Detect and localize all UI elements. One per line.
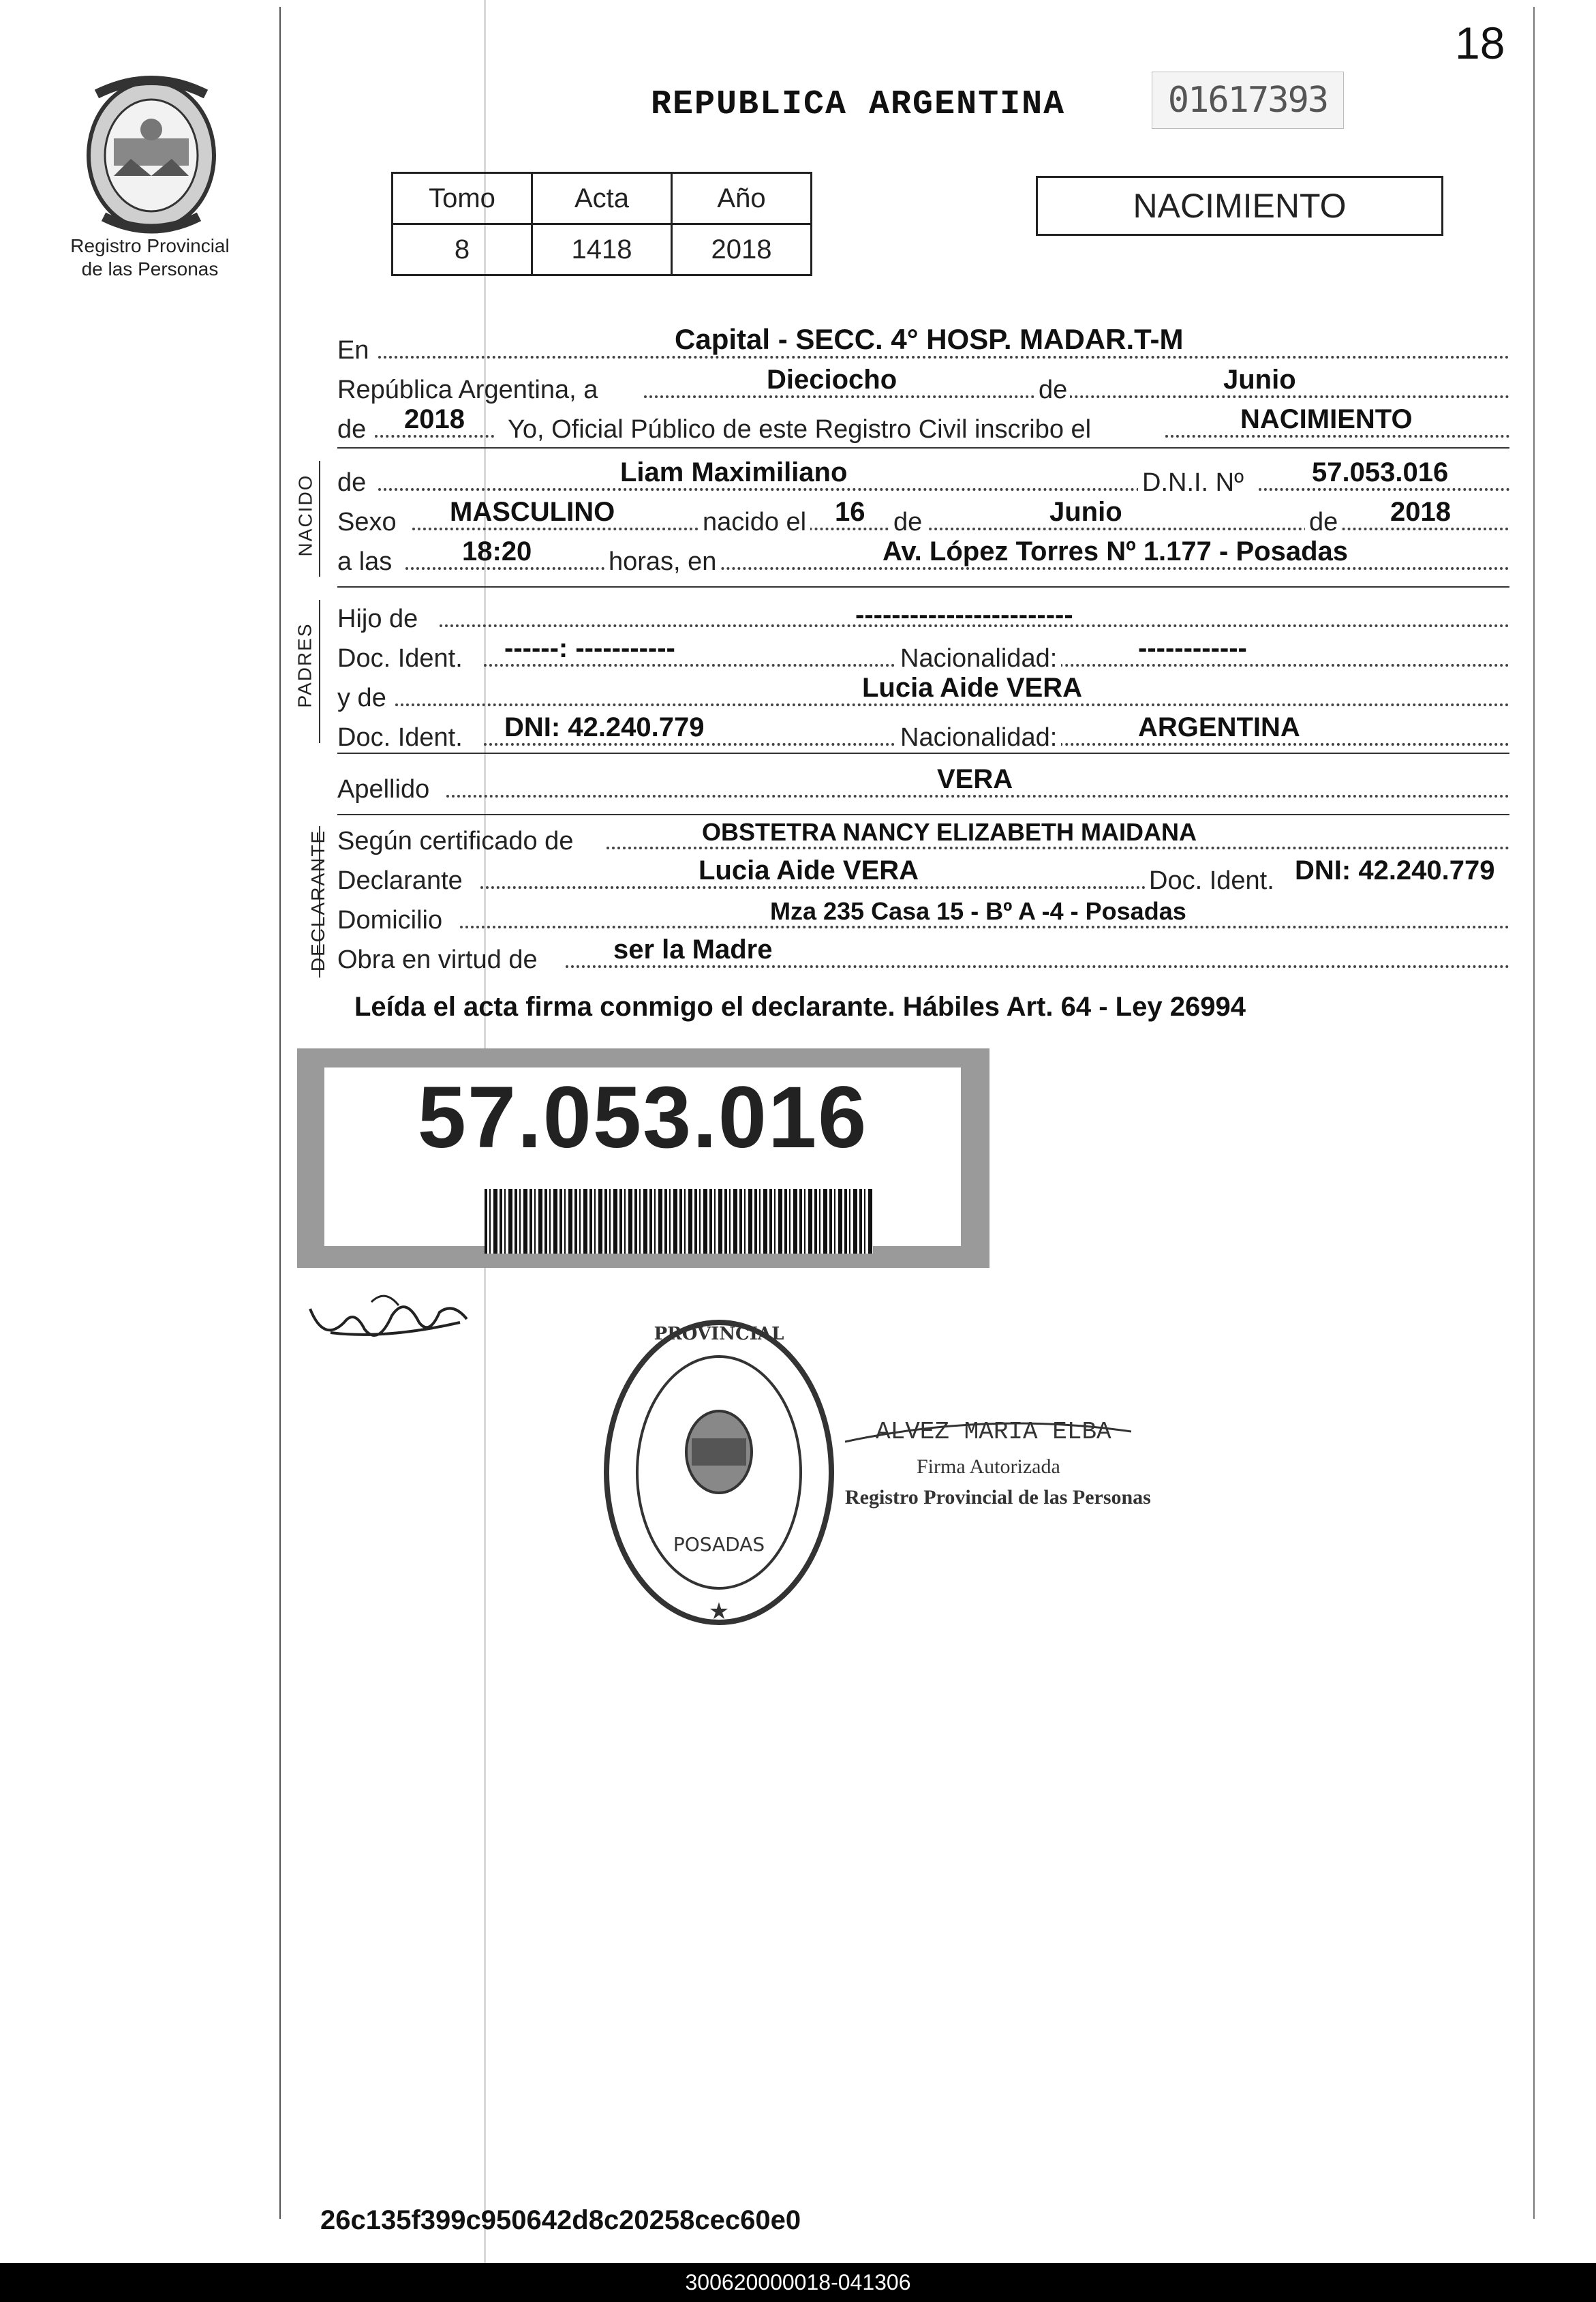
dotted-line (566, 965, 1509, 968)
row-segun (337, 818, 1509, 856)
label-de-birth-year: de (1305, 508, 1342, 537)
value-declarante-doc: DNI: 42.240.779 (1295, 855, 1495, 885)
value-father: ------------------------ (855, 600, 1073, 630)
barcode (485, 1189, 873, 1254)
value-apellido: VERA (937, 764, 1013, 794)
label-de-year: de (337, 415, 367, 444)
value-birth-month: Junio (1049, 497, 1122, 527)
nacido-bracket (319, 461, 320, 577)
value-birth-day: 16 (835, 497, 865, 527)
registry-line-1: Registro Provincial (70, 235, 230, 256)
label-de: de (1036, 376, 1070, 405)
dotted-line (412, 528, 1509, 530)
dni-sticker (297, 1048, 989, 1268)
label-apellido: Apellido (337, 775, 430, 804)
value-anio: 2018 (672, 224, 812, 275)
value-mother-doc: DNI: 42.240.779 (504, 712, 705, 742)
row-oficial (337, 404, 1509, 444)
value-place-of-registration: Capital - SECC. 4° HOSP. MADAR.T-M (675, 323, 1184, 355)
value-day: Dieciocho (767, 365, 897, 395)
section-padres-label: PADRES (294, 622, 316, 708)
label-domicilio: Domicilio (337, 906, 443, 935)
label-doc-ident: Doc. Ident. (337, 723, 463, 752)
official-stamp (600, 1316, 838, 1629)
dotted-line (1259, 488, 1509, 491)
svg-text:POSADAS: POSADAS (673, 1533, 765, 1556)
row-sexo (337, 497, 1509, 537)
divider (337, 753, 1509, 754)
document-hash: 26c135f399c950642d8c20258cec60e0 (320, 2205, 801, 2235)
dni-sticker-inner (324, 1067, 961, 1246)
svg-text:PROVINCIAL: PROVINCIAL (654, 1324, 784, 1344)
registry-table-value-row (393, 224, 812, 275)
row-declarante (337, 855, 1509, 896)
label-nacido-el: nacido el (699, 508, 810, 537)
serial-number: 01617393 (1152, 72, 1344, 129)
label-obra-en-virtud: Obra en virtud de (337, 945, 538, 974)
row-hora (337, 536, 1509, 577)
svg-text:★: ★ (708, 1598, 730, 1625)
registry-table (391, 172, 812, 276)
dotted-line (460, 926, 1509, 928)
closing-statement: Leída el acta firma conmigo el declarante. Hábiles Art. 64 - Ley 26994 (354, 992, 1246, 1022)
dotted-line (480, 886, 1162, 889)
label-oficial: Yo, Oficial Público de este Registro Civil inscribo el (508, 415, 1092, 444)
value-inscribe: NACIMIENTO (1240, 404, 1413, 434)
registry-table-header-row (393, 173, 812, 224)
dotted-line (378, 488, 1162, 491)
label-horas-en: horas, en (604, 547, 720, 577)
dotted-line (446, 795, 1509, 798)
row-obra (337, 935, 1509, 975)
label-republica: República Argentina, a (337, 376, 598, 404)
label-doc-ident-declarante: Doc. Ident. (1145, 866, 1278, 896)
row-date (337, 365, 1509, 405)
value-certificado: OBSTETRA NANCY ELIZABETH MAIDANA (702, 818, 1197, 846)
value-tomo: 8 (393, 224, 532, 275)
act-type-box: NACIMIENTO (1036, 176, 1443, 236)
label-en: En (337, 336, 369, 365)
label-segun-certificado: Según certificado de (337, 827, 574, 855)
label-de-name: de (337, 468, 367, 497)
label-y-de: y de (337, 684, 386, 712)
country-title: REPUBLICA ARGENTINA (651, 85, 1066, 124)
row-father-doc (337, 633, 1509, 673)
header-anio: Año (672, 173, 812, 224)
official-name: ALVEZ MARIA ELBA (876, 1418, 1111, 1446)
value-father-doc: ------: ----------- (504, 633, 675, 663)
label-dni: D.N.I. Nº (1138, 468, 1248, 498)
divider (337, 814, 1509, 815)
label-a-las: a las (337, 547, 393, 576)
official-role: Firma Autorizada (917, 1455, 1060, 1478)
value-birth-year: 2018 (1390, 497, 1451, 527)
value-father-nationality: ------------ (1138, 633, 1247, 663)
value-child-name: Liam Maximiliano (620, 457, 848, 487)
label-nacionalidad: Nacionalidad: (896, 723, 1061, 753)
provincial-seal (76, 74, 226, 237)
value-month: Junio (1223, 365, 1296, 395)
label-doc-ident: Doc. Ident. (337, 644, 463, 673)
value-obra: ser la Madre (613, 935, 773, 965)
label-hijo-de: Hijo de (337, 605, 418, 633)
footer-id: 300620000018-041306 (685, 2270, 911, 2295)
label-declarante: Declarante (337, 866, 463, 895)
value-birth-place: Av. López Torres Nº 1.177 - Posadas (883, 536, 1348, 566)
value-domicilio: Mza 235 Casa 15 - Bº A -4 - Posadas (770, 897, 1186, 925)
row-hijo-de (337, 600, 1509, 634)
dotted-line (644, 395, 1509, 398)
section-nacido-label: NACIDO (294, 474, 316, 557)
value-declarante: Lucia Aide VERA (699, 855, 919, 885)
dotted-line (378, 356, 1509, 359)
value-child-dni: 57.053.016 (1312, 457, 1449, 487)
label-sexo: Sexo (337, 508, 397, 536)
row-apellido (337, 764, 1509, 804)
label-nacionalidad: Nacionalidad: (896, 644, 1061, 673)
registry-line-2: de las Personas (81, 258, 219, 279)
row-mother-doc (337, 712, 1509, 753)
dotted-line (395, 703, 1509, 706)
value-sexo: MASCULINO (450, 497, 615, 527)
official-registry: Registro Provincial de las Personas (845, 1486, 1151, 1509)
dni-sticker-number: 57.053.016 (417, 1069, 868, 1166)
header-acta: Acta (532, 173, 672, 224)
page-number: 18 (1455, 18, 1505, 68)
left-margin-line (279, 7, 281, 2219)
header-tomo: Tomo (393, 173, 532, 224)
label-de-month: de (889, 508, 926, 537)
value-mother-nationality: ARGENTINA (1138, 712, 1300, 742)
value-hour: 18:20 (462, 536, 532, 566)
right-margin-line (1533, 7, 1535, 2219)
dotted-line (405, 567, 1509, 570)
divider (337, 447, 1509, 449)
dotted-line (1165, 435, 1509, 438)
padres-bracket (319, 600, 320, 743)
dotted-line (607, 847, 1509, 849)
row-en (337, 323, 1509, 365)
row-y-de (337, 673, 1509, 713)
value-acta: 1418 (532, 224, 672, 275)
row-name (337, 457, 1509, 498)
dotted-line (375, 435, 494, 438)
section-declarante-label: DECLARANTE (307, 829, 329, 972)
registry-name (41, 234, 259, 281)
divider (337, 586, 1509, 588)
value-mother: Lucia Aide VERA (862, 673, 1083, 703)
row-domicilio (337, 897, 1509, 935)
declarant-signature (303, 1282, 480, 1357)
value-year: 2018 (404, 404, 465, 434)
